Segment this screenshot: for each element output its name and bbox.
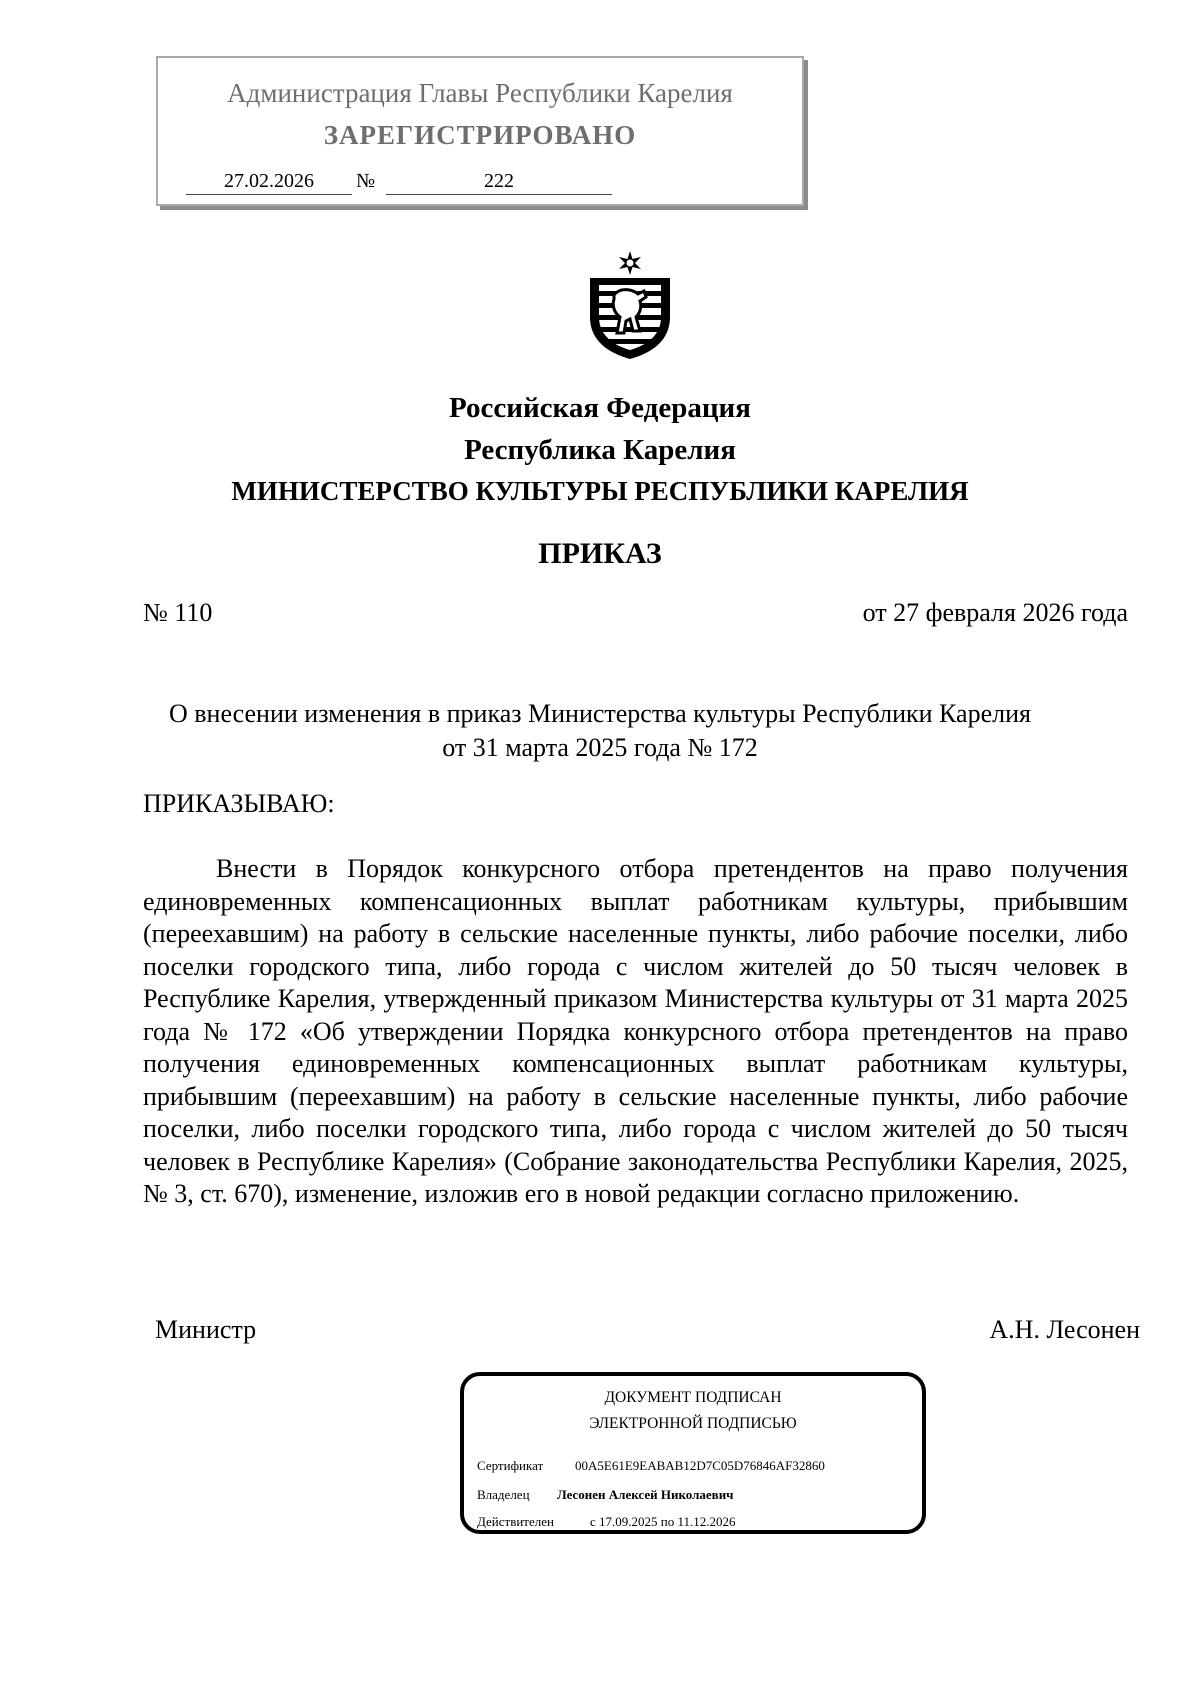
order-body: Внести в Порядок конкурсного отбора претендентов на право получения единовременных компенсационных выплат работникам культуры, прибывшим (переехавшим) на работу в сельские населенные пункты, либо рабочие поселки, либо поселки городского типа, либо города с числом жителей до 50 тысяч человек в Республике Карелия, утвержденный приказом Министерства культуры от 31 марта 2025 года № 172 «Об утверждении Порядка конкурсного отбора претендентов на право получения единовременных компенсационных выплат работникам культуры, прибывшим (переехавшим) на работу в сельские населенные пункты, либо рабочие поселки, либо поселки городского типа, либо города с числом жителей до 50 тысяч человек в Республике Карелия» (Собрание законодательства Республики Карелия, 2025, № 3, ст. 670), изменение, изложив его в новой редакции согласно приложению.	[143, 854, 1128, 1208]
header-republic: Республика Карелия	[464, 434, 736, 466]
certificate-label: Сертификат	[477, 1458, 544, 1473]
registration-date: 27.02.2026	[186, 168, 352, 195]
validity-row	[477, 1514, 736, 1530]
order-date: от 27 февраля 2026 года	[862, 598, 1128, 627]
header-ministry: МИНИСТЕРСТВО КУЛЬТУРЫ РЕСПУБЛИКИ КАРЕЛИЯ	[231, 476, 969, 506]
registration-number: 222	[386, 168, 612, 195]
validity-value: с 17.09.2025 по 11.12.2026	[590, 1514, 736, 1529]
registration-number-sign: №	[356, 170, 376, 192]
registration-stamp	[156, 56, 804, 206]
signatory-role: Министр	[155, 1315, 257, 1344]
karelia-coat-of-arms-icon	[586, 251, 674, 359]
order-number: № 110	[143, 598, 213, 627]
owner-label: Владелец	[477, 1487, 530, 1502]
certificate-row	[477, 1458, 825, 1474]
header-country: Российская Федерация	[449, 392, 751, 424]
document-type: ПРИКАЗ	[538, 537, 662, 570]
order-subject-line2: от 31 марта 2025 года № 172	[442, 733, 758, 762]
registration-status: ЗАРЕГИСТРИРОВАНО	[323, 120, 637, 150]
e-signature-title-line2: ЭЛЕКТРОННОЙ ПОДПИСЬЮ	[589, 1415, 797, 1432]
registration-authority: Администрация Главы Республики Карелия	[227, 78, 733, 108]
signatory-name: А.Н. Лесонен	[989, 1315, 1140, 1344]
order-subject-line1: О внесении изменения в приказ Министерства культуры Республики Карелия	[169, 699, 1031, 728]
owner-row	[477, 1487, 734, 1503]
e-signature-stamp	[460, 1372, 926, 1534]
certificate-value: 00A5E61E9EABAB12D7C05D76846AF32860	[575, 1458, 825, 1473]
validity-label: Действителен	[477, 1514, 554, 1529]
order-directive: ПРИКАЗЫВАЮ:	[143, 789, 335, 818]
owner-value: Лесонен Алексей Николаевич	[557, 1487, 734, 1502]
order-subject	[0, 697, 1200, 765]
e-signature-title-line1: ДОКУМЕНТ ПОДПИСАН	[604, 1389, 782, 1406]
